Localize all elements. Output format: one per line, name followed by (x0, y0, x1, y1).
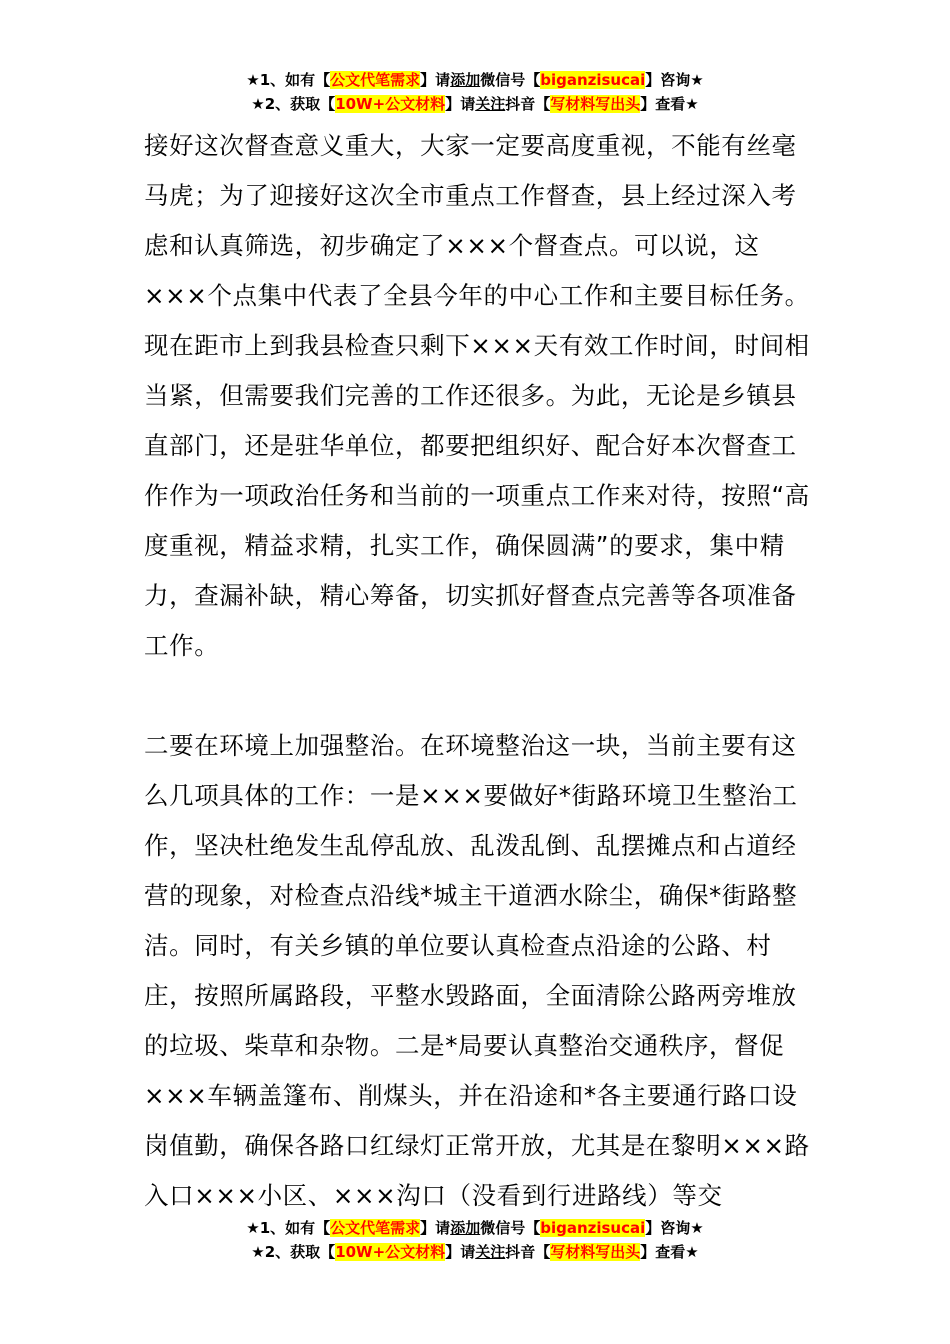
promo-highlight: 公文代笔需求 (330, 1219, 421, 1237)
promo-highlight: 公文代笔需求 (330, 71, 421, 89)
body-paragraph: 二要在环境上加强整治。在环境整治这一块，当前主要有这么几项具体的工作：一是×××要做好*街路环境卫生整治工作，坚决杜绝发生乱停乱放、乱泼乱倒、乱摆摊点和占道经营的现象，对检查点沿线*城主干道洒水除尘，确保*街路整洁。同时，有关乡镇的单位要认真检查点沿途的公路、村庄，按照所属路段，平整水毁路面，全面清除公路两旁堆放的垃圾、柴草和杂物。二是*局要认真整治交通秩序，督促×××车辆盖篷布、削煤头，并在沿途和*各主要通行路口设岗值勤，确保各路口红绿灯正常开放，尤其是在黎明×××路入口×××小区、×××沟口（没看到行进路线）等交 (144, 731, 810, 1210)
promo-banner-top (0, 68, 950, 116)
promo-emphasis: 添加 (450, 71, 481, 89)
promo-emphasis: 关注 (475, 95, 506, 113)
promo-line-1: ★1、如有【公文代笔需求】请添加微信号【biganzisucai】咨询★ (246, 71, 704, 89)
promo-highlight: biganzisucai (540, 71, 646, 89)
promo-line-2: ★2、获取【10W+公文材料】请关注抖音【写材料写出头】查看★ (251, 1243, 699, 1261)
promo-highlight: 写材料写出头 (550, 1243, 641, 1261)
promo-emphasis: 关注 (475, 1243, 506, 1261)
promo-banner-bottom (0, 1216, 950, 1264)
promo-emphasis: 添加 (450, 1219, 481, 1237)
promo-highlight: 10W+公文材料 (335, 95, 446, 113)
body-paragraph: 接好这次督查意义重大，大家一定要高度重视，不能有丝毫马虎；为了迎接好这次全市重点工作督查，县上经过深入考虑和认真筛选，初步确定了×××个督查点。可以说，这×××个点集中代表了全县今年的中心工作和主要目标任务。现在距市上到我县检查只剩下×××天有效工作时间，时间相当紧，但需要我们完善的工作还很多。为此，无论是乡镇县直部门，还是驻华单位，都要把组织好、配合好本次督查工作作为一项政治任务和当前的一项重点工作来对待，按照“高度重视，精益求精，扎实工作，确保圆满”的要求，集中精力，查漏补缺，精心筹备，切实抓好督查点完善等各项准备工作。 (144, 131, 810, 660)
promo-highlight: 写材料写出头 (550, 95, 641, 113)
promo-line-1: ★1、如有【公文代笔需求】请添加微信号【biganzisucai】咨询★ (246, 1219, 704, 1237)
promo-line-2: ★2、获取【10W+公文材料】请关注抖音【写材料写出头】查看★ (251, 95, 699, 113)
paragraph-spacer (144, 671, 814, 721)
promo-highlight: biganzisucai (540, 1219, 646, 1237)
document-body (144, 121, 814, 1221)
promo-highlight: 10W+公文材料 (335, 1243, 446, 1261)
